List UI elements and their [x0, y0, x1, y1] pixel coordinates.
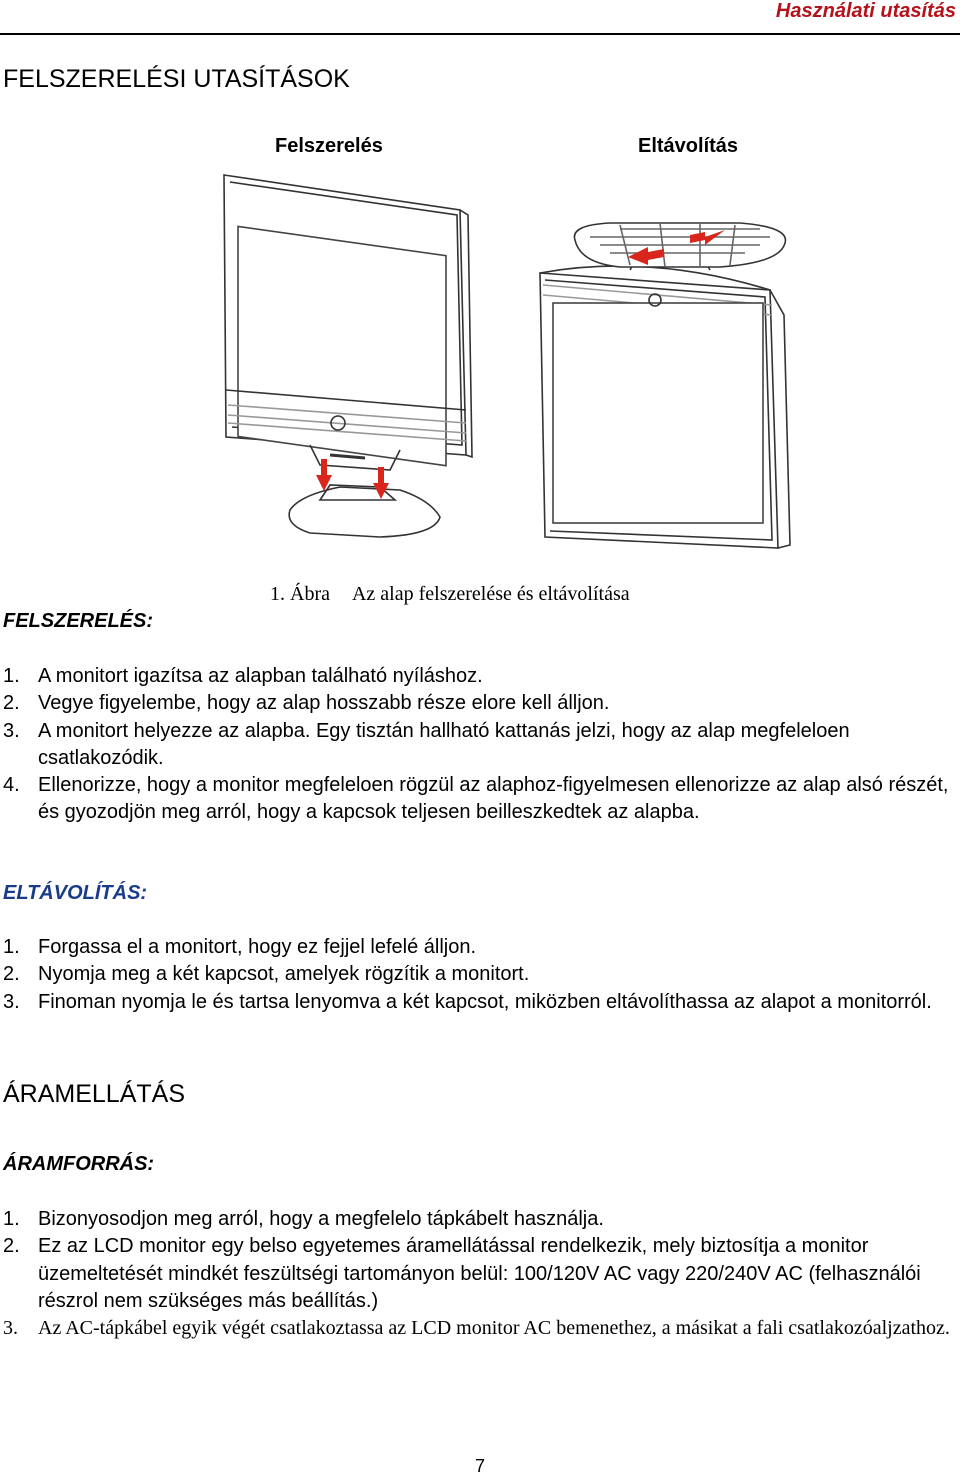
header-rule	[0, 33, 960, 35]
list-item: 1. A monitort igazítsa az alapban található nyíláshoz.	[3, 665, 483, 687]
section-title-installation: FELSZERELÉSI UTASÍTÁSOK	[3, 65, 350, 93]
column-heading-install: Felszerelés	[275, 135, 383, 157]
list-item: 3. A monitort helyezze az alapba. Egy tisztán hallható kattanás jelzi, hogy az alap megfeleloen csatlakozódik.	[3, 719, 850, 769]
list-item: 2. Nyomja meg a két kapcsot, amelyek rögzítik a monitort.	[3, 963, 530, 986]
figure-caption-number: 1. Ábra	[270, 583, 330, 605]
page-number: 7	[474, 1456, 485, 1476]
figure-stand-installation	[0, 165, 960, 560]
power-heading: ÁRAMFORRÁS:	[3, 1153, 155, 1175]
monitor-upside-down-illustration	[540, 223, 790, 548]
figure-caption-text: Az alap felszerelése és eltávolítása	[351, 583, 630, 605]
figure-caption	[270, 583, 630, 606]
remove-list	[3, 934, 958, 1016]
list-item: 2. Vegye figyelembe, hogy az alap hosszabb része elore kell álljon.	[3, 692, 610, 715]
remove-heading: ELTÁVOLÍTÁS:	[3, 882, 148, 904]
list-item: 1. Bizonyosodjon meg arról, hogy a megfelelo tápkábelt használja.	[3, 1208, 604, 1230]
list-item: 3. Az AC-tápkábel egyik végét csatlakoztassa az LCD monitor AC bemenethez, a másikat a fali csatlakozóaljzathoz.	[3, 1317, 950, 1340]
monitor-front-illustration	[224, 175, 472, 537]
header-title: Használati utasítás	[775, 0, 956, 22]
list-item: 1. Forgassa el a monitort, hogy ez fejjel lefelé álljon.	[3, 936, 477, 958]
list-item: 2. Ez az LCD monitor egy belso egyetemes áramellátással rendelkezik, mely biztosítja a monitor üzemeltetését mindkét feszültségi tartományon belül: 100/120V AC vagy 220/240V AC (felhasználói részrol nem szükséges más beállítás.)	[3, 1235, 921, 1312]
install-heading: FELSZERELÉS:	[3, 610, 154, 632]
install-list	[3, 663, 958, 827]
section-title-power: ÁRAMELLÁTÁS	[3, 1080, 186, 1108]
list-item: 4. Ellenorizze, hogy a monitor megfeleloen rögzül az alaphoz-figyelmesen ellenorizze az alap alsó részét, és gyozodjön meg arról, hogy a kapcsok teljesen beilleszkedtek az alapba.	[3, 774, 949, 824]
power-list	[3, 1206, 958, 1342]
column-heading-remove: Eltávolítás	[638, 135, 739, 157]
list-item: 3. Finoman nyomja le és tartsa lenyomva a két kapcsot, miközben eltávolíthassa az alapot a monitorról.	[3, 990, 932, 1013]
